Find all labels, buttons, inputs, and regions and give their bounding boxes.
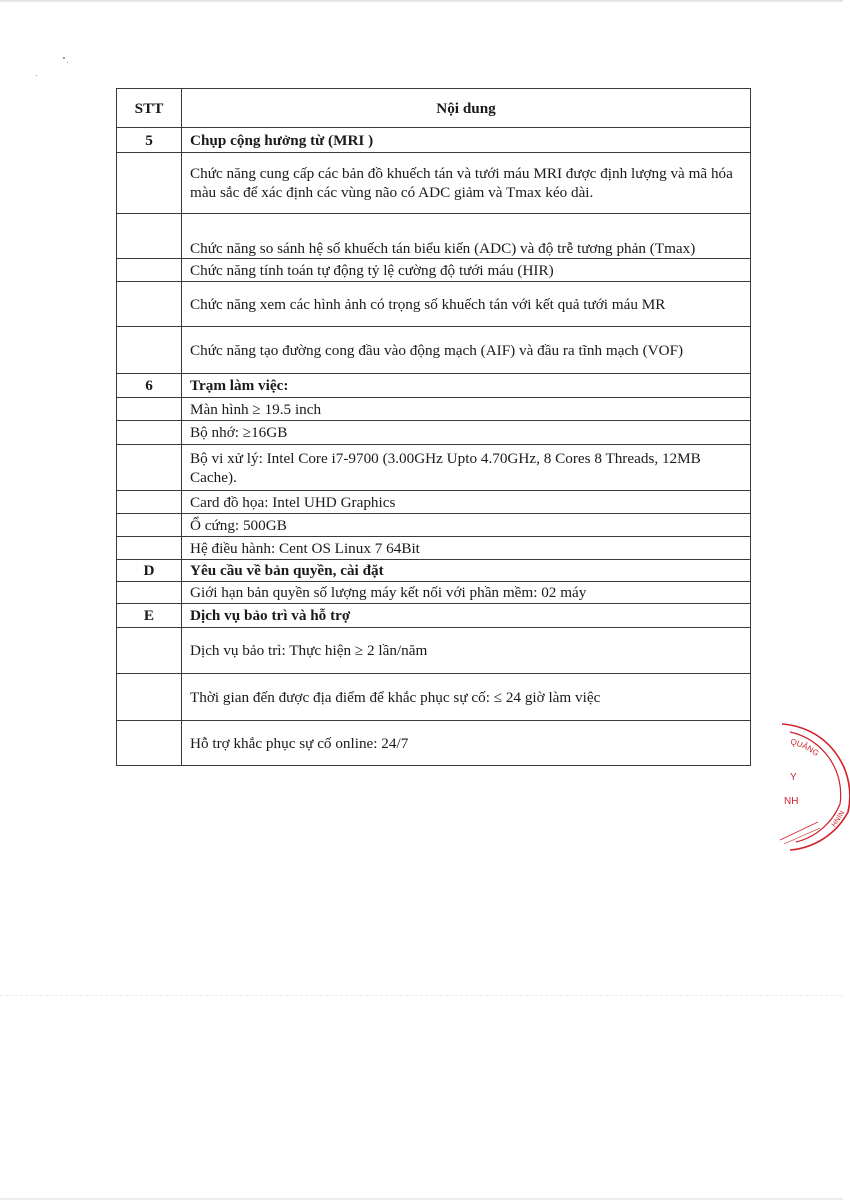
scan-speck bbox=[36, 75, 37, 76]
table-row bbox=[117, 282, 751, 327]
table-row bbox=[117, 604, 751, 628]
row-stt bbox=[117, 327, 182, 374]
row-stt: E bbox=[117, 604, 182, 628]
row-content: Hệ điều hành: Cent OS Linux 7 64Bit bbox=[182, 537, 751, 560]
row-content: Chức năng so sánh hệ số khuếch tán biểu kiến (ADC) và độ trễ tương phản (Tmax) bbox=[182, 214, 751, 259]
page-top-edge bbox=[0, 0, 843, 3]
table-row bbox=[117, 374, 751, 398]
row-stt bbox=[117, 421, 182, 445]
red-seal-stamp bbox=[760, 722, 850, 852]
table-row bbox=[117, 398, 751, 421]
row-stt bbox=[117, 582, 182, 604]
table-row bbox=[117, 537, 751, 560]
seal-text-fragment-nh: NH bbox=[784, 796, 799, 807]
table-row bbox=[117, 327, 751, 374]
table-row bbox=[117, 674, 751, 721]
table-row bbox=[117, 514, 751, 537]
seal-text-top: QUẢNG bbox=[789, 737, 821, 759]
row-stt bbox=[117, 674, 182, 721]
row-stt bbox=[117, 259, 182, 282]
row-stt bbox=[117, 721, 182, 766]
row-content: Hỗ trợ khắc phục sự cố online: 24/7 bbox=[182, 721, 751, 766]
table-row bbox=[117, 128, 751, 153]
row-content: Bộ vi xử lý: Intel Core i7-9700 (3.00GHz Upto 4.70GHz, 8 Cores 8 Threads, 12MB Cache). bbox=[182, 445, 751, 491]
table-row bbox=[117, 153, 751, 214]
table-row bbox=[117, 421, 751, 445]
table-row bbox=[117, 628, 751, 674]
row-stt bbox=[117, 491, 182, 514]
table-row bbox=[117, 491, 751, 514]
table-row bbox=[117, 445, 751, 491]
table-header-row bbox=[117, 89, 751, 128]
row-stt bbox=[117, 628, 182, 674]
header-content: Nội dung bbox=[182, 89, 751, 128]
row-stt bbox=[117, 153, 182, 214]
specification-table bbox=[116, 88, 751, 766]
scan-artifact-line bbox=[0, 995, 843, 997]
row-stt: 6 bbox=[117, 374, 182, 398]
row-content: Màn hình ≥ 19.5 inch bbox=[182, 398, 751, 421]
table-row bbox=[117, 582, 751, 604]
scan-speck bbox=[63, 57, 65, 59]
row-content: Chức năng tạo đường cong đầu vào động mạch (AIF) và đầu ra tĩnh mạch (VOF) bbox=[182, 327, 751, 374]
row-content: Bộ nhớ: ≥16GB bbox=[182, 421, 751, 445]
row-content: Ổ cứng: 500GB bbox=[182, 514, 751, 537]
row-content: Yêu cầu về bản quyền, cài đặt bbox=[182, 560, 751, 582]
row-content: Trạm làm việc: bbox=[182, 374, 751, 398]
row-content: Dịch vụ bảo trì và hỗ trợ bbox=[182, 604, 751, 628]
row-stt: 5 bbox=[117, 128, 182, 153]
row-stt bbox=[117, 537, 182, 560]
row-content: Giới hạn bản quyền số lượng máy kết nối với phần mềm: 02 máy bbox=[182, 582, 751, 604]
row-content: Thời gian đến được địa điểm để khắc phục sự cố: ≤ 24 giờ làm việc bbox=[182, 674, 751, 721]
table-row bbox=[117, 721, 751, 766]
row-content: Dịch vụ bảo trì: Thực hiện ≥ 2 lần/năm bbox=[182, 628, 751, 674]
table-row bbox=[117, 214, 751, 259]
row-stt bbox=[117, 398, 182, 421]
row-stt bbox=[117, 214, 182, 259]
row-content: Chức năng xem các hình ảnh có trọng số khuếch tán với kết quả tưới máu MR bbox=[182, 282, 751, 327]
scan-speck bbox=[67, 62, 68, 63]
seal-stroke bbox=[784, 828, 820, 844]
seal-text-bottom: NINH bbox=[829, 809, 845, 828]
header-stt: STT bbox=[117, 89, 182, 128]
table-row bbox=[117, 560, 751, 582]
table-row bbox=[117, 259, 751, 282]
row-content: Chức năng tính toán tự động tỷ lệ cường độ tưới máu (HIR) bbox=[182, 259, 751, 282]
row-stt bbox=[117, 445, 182, 491]
row-stt: D bbox=[117, 560, 182, 582]
row-stt bbox=[117, 282, 182, 327]
row-content: Chức năng cung cấp các bản đồ khuếch tán và tưới máu MRI được định lượng và mã hóa màu sắc để xác định các vùng não có ADC giảm và Tmax kéo dài. bbox=[182, 153, 751, 214]
row-content: Card đồ họa: Intel UHD Graphics bbox=[182, 491, 751, 514]
seal-text-fragment-y: Y bbox=[790, 772, 797, 783]
row-content: Chụp cộng hưởng từ (MRI ) bbox=[182, 128, 751, 153]
row-stt bbox=[117, 514, 182, 537]
